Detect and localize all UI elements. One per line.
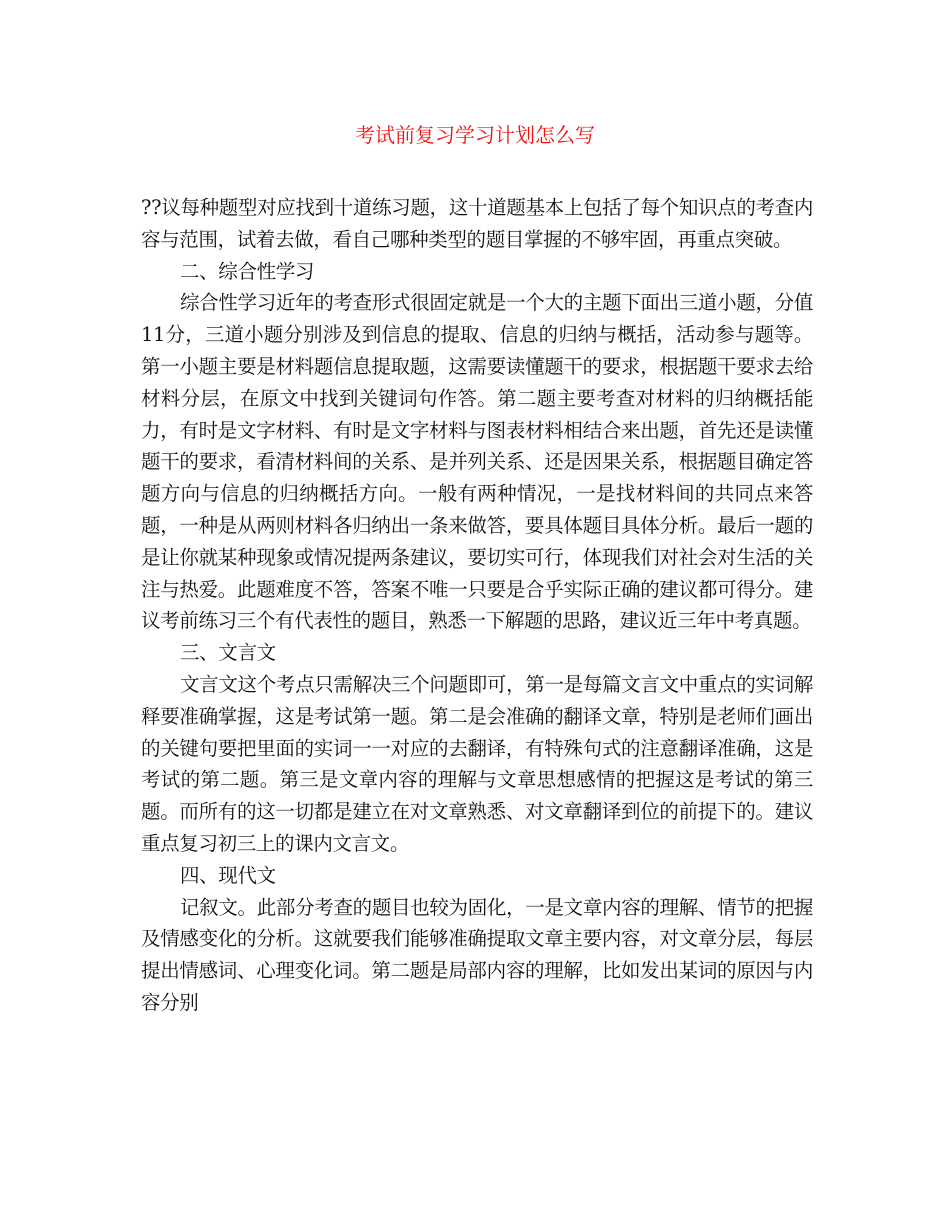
- paragraph-comprehensive-study: 综合性学习近年的考查形式很固定就是一个大的主题下面出三道小题，分值11分，三道小题分别涉及到信息的提取、信息的归纳与概括，活动参与题等。第一小题主要是材料题信息提取题，这需要读懂题干的要求，根据题干要求去给材料分层，在原文中找到关键词句作答。第二题主要考查对材料的归纳概括能力，有时是文字材料、有时是文字材料与图表材料相结合来出题，首先还是读懂题干的要求，看清材料间的关系、是并列关系、还是因果关系，根据题目确定答题方向与信息的归纳概括方向。一般有两种情况，一是找材料间的共同点来答题，一种是从两则材料各归纳出一条来做答，要具体题目具体分析。最后一题的是让你就某种现象或情况提两条建议，要切实可行，体现我们对社会对生活的关注与热爱。此题难度不答，答案不唯一只要是合乎实际正确的建议都可得分。建议考前练习三个有代表性的题目，熟悉一下解题的思路，建议近三年中考真题。: [141, 291, 813, 633]
- section-heading-modern-text: 四、现代文: [180, 863, 276, 887]
- paragraph-continuation: ??议每种题型对应找到十道练习题，这十道题基本上包括了每个知识点的考查内容与范围，试着去做，看自己哪种类型的题目掌握的不够牢固，再重点突破。: [141, 196, 813, 251]
- paragraph-modern-text: 记叙文。此部分考查的题目也较为固化，一是文章内容的理解、情节的把握及情感变化的分析。这就要我们能够准确提取文章主要内容，对文章分层，每层提出情感词、心理变化词。第二题是局部内容的理解，比如发出某词的原因与内容分别: [141, 895, 813, 1014]
- paragraph-classical-chinese: 文言文这个考点只需解决三个问题即可，第一是每篇文言文中重点的实词解释要准确掌握，这是考试第一题。第二是会准确的翻译文章，特别是老师们画出的关键句要把里面的实词一一对应的去翻译，有特殊句式的注意翻译准确，这是考试的第二题。第三是文章内容的理解与文章思想感情的把握这是考试的第三题。而所有的这一切都是建立在对文章熟悉、对文章翻译到位的前提下的。建议重点复习初三上的课内文言文。: [141, 672, 813, 855]
- section-heading-comprehensive-study: 二、综合性学习: [180, 259, 315, 283]
- document-body: [141, 192, 813, 1019]
- section-heading-classical-chinese: 三、文言文: [180, 641, 276, 665]
- document-title: 考试前复习学习计划怎么写: [355, 123, 595, 147]
